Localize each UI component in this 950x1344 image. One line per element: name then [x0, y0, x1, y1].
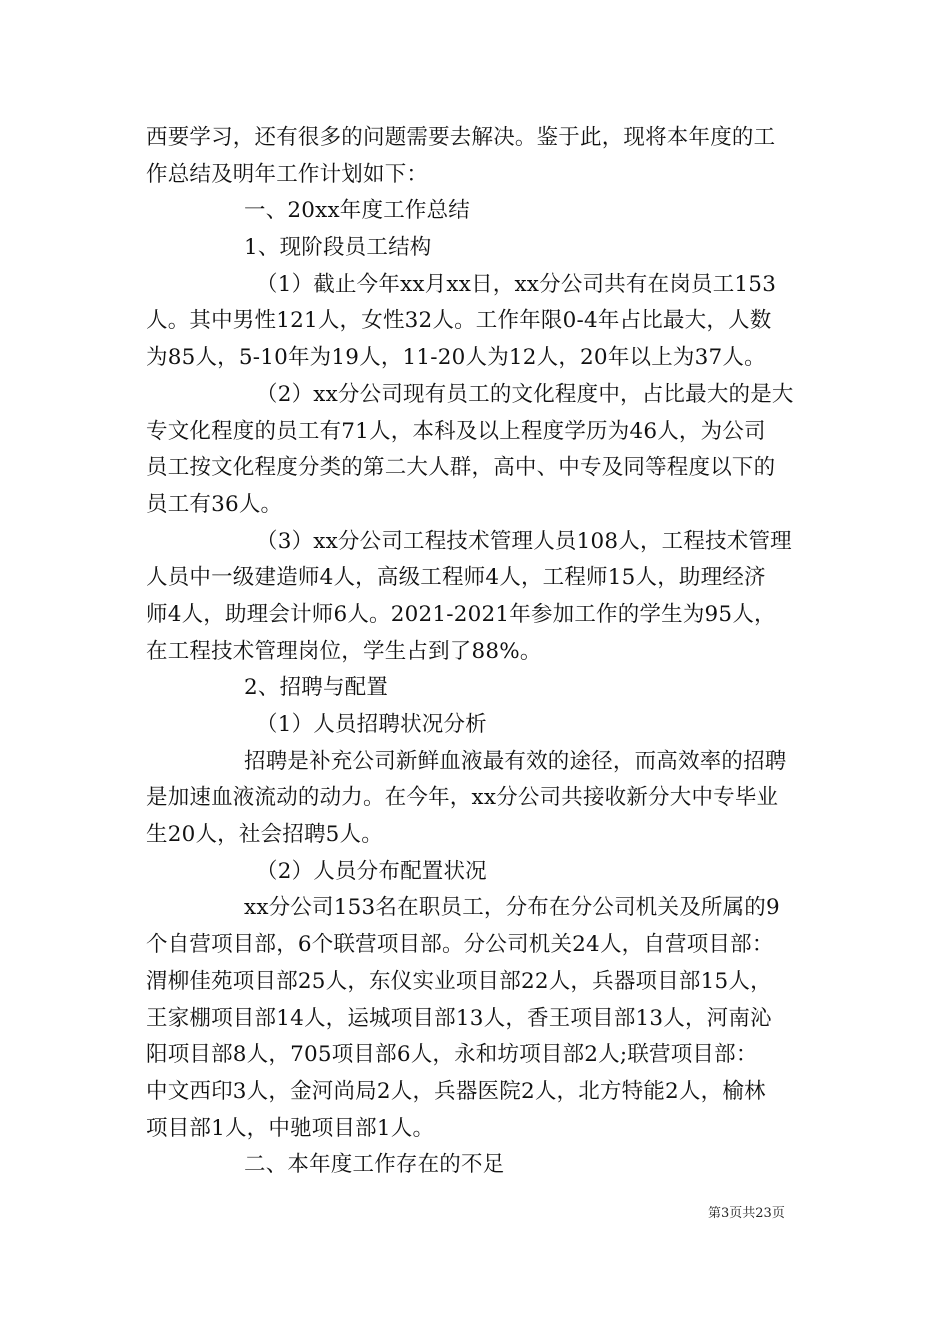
text-line: 阳项目部8人，705项目部6人，永和坊项目部2人;联营项目部：	[146, 1042, 758, 1068]
text-line: 专文化程度的员工有71人，本科及以上程度学历为46人，为公司	[146, 418, 766, 444]
text-line: 一、20xx年度工作总结	[244, 198, 471, 224]
text-line: （2）人员分布配置状况	[256, 858, 487, 884]
text-line: 生20人，社会招聘5人。	[146, 822, 383, 848]
text-line: （2）xx分公司现有员工的文化程度中，占比最大的是大	[256, 381, 794, 407]
text-line: 在工程技术管理岗位，学生占到了88%。	[146, 638, 542, 664]
document-body	[146, 120, 808, 1184]
text-line: 项目部1人，中驰项目部1人。	[146, 1115, 435, 1141]
text-line: 二、本年度工作存在的不足	[244, 1152, 505, 1178]
text-line: 是加速血液流动的动力。在今年，xx分公司共接收新分大中专毕业	[146, 785, 779, 811]
text-line: 渭柳佳苑项目部25人，东仪实业项目部22人，兵器项目部15人，	[146, 968, 772, 994]
text-line: 员工按文化程度分类的第二大人群，高中、中专及同等程度以下的	[146, 455, 776, 481]
text-line: 为85人，5-10年为19人，11-20人为12人，20年以上为37人。	[146, 345, 766, 371]
text-line: 师4人，助理会计师6人。2021-2021年参加工作的学生为95人，	[146, 601, 776, 627]
text-line: 作总结及明年工作计划如下：	[146, 161, 429, 187]
text-line: 人。其中男性121人，女性32人。工作年限0-4年占比最大，人数	[146, 308, 772, 334]
text-line: 西要学习，还有很多的问题需要去解决。鉴于此，现将本年度的工	[146, 125, 776, 150]
text-line: 1、现阶段员工结构	[244, 235, 432, 261]
text-line: xx分公司153名在职员工，分布在分公司机关及所属的9	[244, 895, 780, 921]
text-line: （1）截止今年xx月xx日，xx分公司共有在岗员工153	[256, 271, 777, 297]
text-line: 中文西印3人，金河尚局2人，兵器医院2人，北方特能2人，榆林	[146, 1078, 766, 1104]
text-line: （1）人员招聘状况分析	[256, 712, 487, 737]
text-line: 王家棚项目部14人，运城项目部13人，香王项目部13人，河南沁	[146, 1005, 772, 1031]
text-line: 2、招聘与配置	[244, 675, 389, 701]
page-number: 第3页共23页	[708, 1206, 785, 1221]
text-line: 个自营项目部，6个联营项目部。分公司机关24人，自营项目部：	[146, 932, 774, 958]
text-line: 人员中一级建造师4人，高级工程师4人，工程师15人，助理经济	[146, 565, 766, 591]
text-line: 员工有36人。	[146, 491, 283, 517]
text-line: 招聘是补充公司新鲜血液最有效的途径，而高效率的招聘	[244, 748, 787, 774]
text-line: （3）xx分公司工程技术管理人员108人，工程技术管理	[256, 528, 792, 554]
